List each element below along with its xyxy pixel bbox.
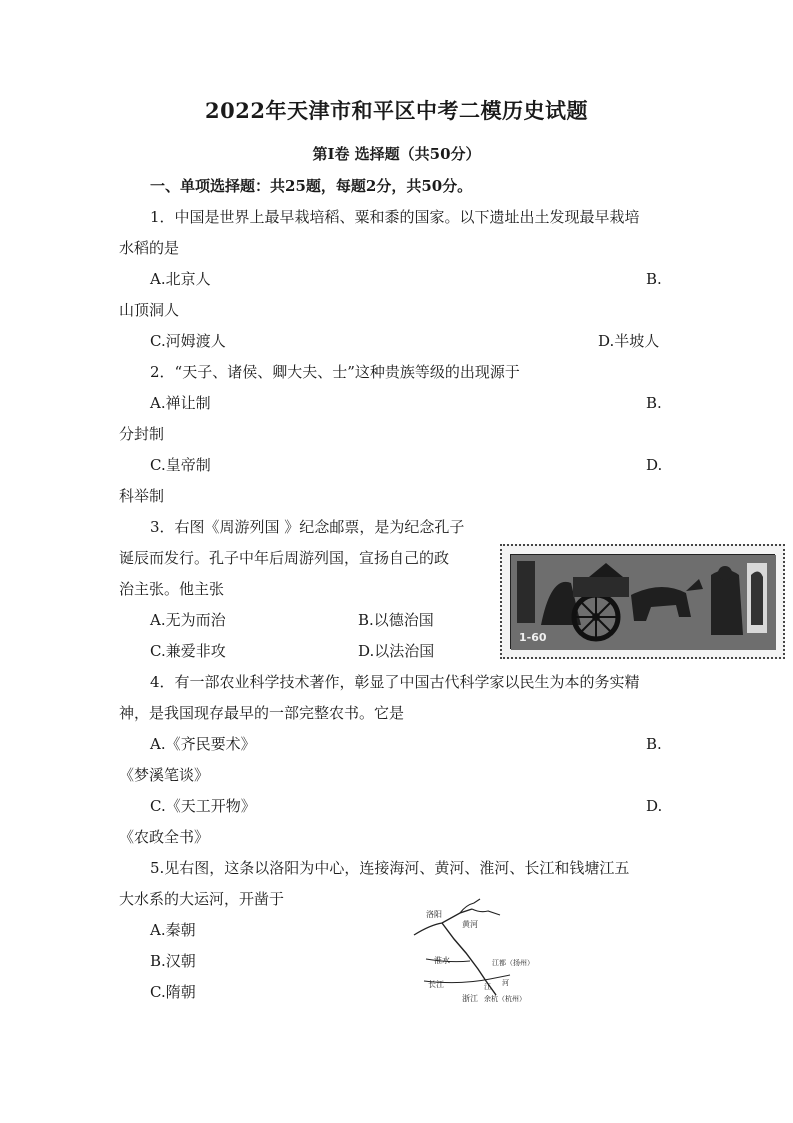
q3-stem-line1: 3．右图《周游列国 》纪念邮票，是为纪念孔子 (150, 518, 465, 536)
q4-option-d-label: D. (646, 797, 663, 815)
q3-option-b: B.以德治国 (358, 611, 434, 629)
q2-option-a: A.禅让制 (150, 394, 211, 412)
q2-stem: 2．“天子、诸侯、卿大夫、士”这种贵族等级的出现源于 (150, 363, 520, 381)
q3-option-c: C.兼爱非攻 (150, 642, 226, 660)
confucius-stamp-image (500, 544, 785, 659)
q2-option-b-label: B. (646, 394, 662, 412)
map-label-huanghe: 黄河 (462, 920, 478, 929)
map-label-jiangdu: 江都（扬州） (492, 959, 534, 967)
page-title: 2022年天津市和平区中考二模历史试题 (205, 98, 588, 123)
q2-option-d-text: 科举制 (119, 487, 165, 505)
q4-option-b-text: 《梦溪笔谈》 (119, 766, 210, 784)
map-label-changjiang: 长江 (428, 980, 444, 989)
q5-option-b: B.汉朝 (150, 952, 196, 970)
q3-stem-line3: 治主张。他主张 (119, 580, 225, 598)
q4-option-d-text: 《农政全书》 (119, 828, 210, 846)
map-label-zhejiang: 浙江 (462, 994, 478, 1003)
stamp-value: 1-60 (519, 631, 547, 644)
q3-stem-line2: 诞辰而发行。孔子中年后周游列国，宣扬自己的政 (119, 549, 450, 567)
map-label-jiang: 江 (484, 983, 491, 991)
q4-stem-line2: 神，是我国现存最早的一部完整农书。它是 (119, 704, 405, 722)
q1-option-b-label: B. (646, 270, 662, 288)
q3-option-d: D.以法治国 (358, 642, 435, 660)
q5-stem-line1: 5.见右图，这条以洛阳为中心，连接海河、黄河、淮河、长江和钱塘江五 (150, 859, 630, 877)
q1-option-a: A.北京人 (150, 270, 211, 288)
q1-stem-line1: 1．中国是世界上最早栽培稻、粟和黍的国家。以下遗址出土发现最早栽培 (150, 208, 640, 226)
map-label-luoyang: 洛阳 (426, 910, 442, 919)
stamp-artwork (510, 554, 775, 649)
section-heading: 一、单项选择题：共25题，每题2分，共50分。 (150, 177, 473, 195)
grand-canal-map (400, 895, 560, 1010)
q4-option-b-label: B. (646, 735, 662, 753)
q2-option-b-text: 分封制 (119, 425, 165, 443)
q2-option-d-label: D. (646, 456, 663, 474)
map-label-huaishui: 淮水 (434, 956, 450, 965)
q4-option-a: A.《齐民要术》 (150, 735, 256, 753)
part-subtitle: 第Ⅰ卷 选择题（共50分） (312, 145, 481, 163)
chariot-illustration (511, 555, 776, 650)
q5-option-a: A.秦朝 (150, 921, 196, 939)
q2-option-c: C.皇帝制 (150, 456, 211, 474)
q1-option-d: D.半坡人 (598, 332, 660, 350)
q1-option-c: C.河姆渡人 (150, 332, 226, 350)
q4-option-c: C.《天工开物》 (150, 797, 256, 815)
map-label-he: 河 (502, 979, 509, 987)
map-label-yuhang: 余杭（杭州） (484, 995, 526, 1003)
q5-stem-line2: 大水系的大运河，开凿于 (119, 890, 285, 908)
q1-stem-line2: 水稻的是 (119, 239, 180, 257)
q4-stem-line1: 4．有一部农业科学技术著作，彰显了中国古代科学家以民生为本的务实精 (150, 673, 640, 691)
q1-option-b-text: 山顶洞人 (119, 301, 180, 319)
q5-option-c: C.隋朝 (150, 983, 196, 1001)
q3-option-a: A.无为而治 (150, 611, 226, 629)
